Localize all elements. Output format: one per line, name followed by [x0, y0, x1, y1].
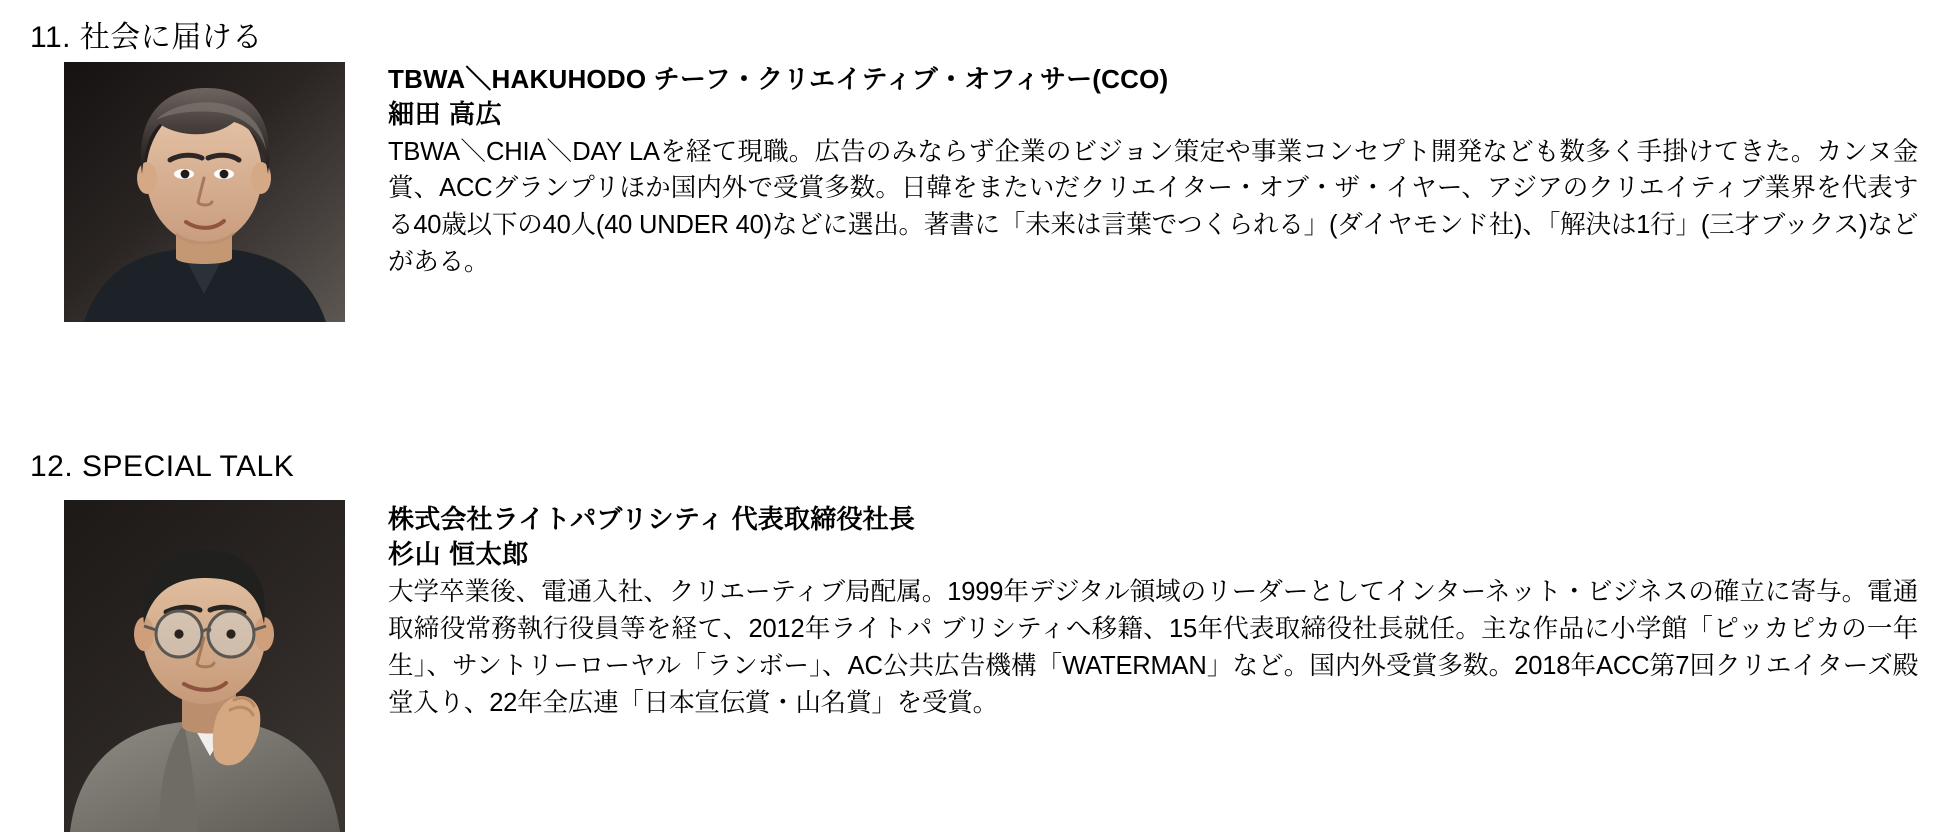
profile-title: 株式会社ライトパブリシティ 代表取締役社長	[388, 504, 916, 534]
profile-name: 杉山 恒太郎	[388, 539, 529, 570]
profile-text-sugiyama	[388, 502, 1918, 723]
portrait-photo-hosoda	[64, 62, 345, 322]
section-heading-12: 12. SPECIAL TALK	[30, 450, 295, 483]
profile-description: 大学卒業後、電通入社、クリエーティブ局配属。1999年デジタル領域のリーダーとしてインターネット・ビジネスの確立に寄与。電通取締役常務執行役員等を経て、2012年ライトパ ブリシティへ移籍、15年代表取締役社長就任。主な作品に小学館「ピッカピカの一年生」、サントリーローヤル「ランボー」、AC公共広告機構「WATERMAN」など。国内外受賞多数。2018年ACC第7回クリエイターズ殿堂入り、22年全広連「日本宣伝賞・山名賞」を受賞。	[388, 577, 1918, 718]
portrait-photo-sugiyama	[64, 500, 345, 832]
profile-name: 細田 高広	[388, 99, 503, 130]
profile-text-hosoda	[388, 62, 1918, 281]
profile-description: TBWA＼CHIA＼DAY LAを経て現職。広告のみならず企業のビジョン策定や事業コンセプト開発なども数多く手掛けてきた。カンヌ金賞、ACCグランプリほか国内外で受賞多数。日韓をまたいだクリエイター・オブ・ザ・イヤー、アジアのクリエイティブ業界を代表する40歳以下の40人(40 UNDER 40)などに選出。著書に「未来は言葉でつくられる」(ダイヤモンド社)、「解決は1行」(三才ブックス)などがある。	[388, 137, 1918, 276]
section-heading-11: 11. 社会に届ける	[30, 21, 263, 54]
profile-title: TBWA＼HAKUHODO チーフ・クリエイティブ・オフィサー(CCO)	[388, 64, 1169, 94]
